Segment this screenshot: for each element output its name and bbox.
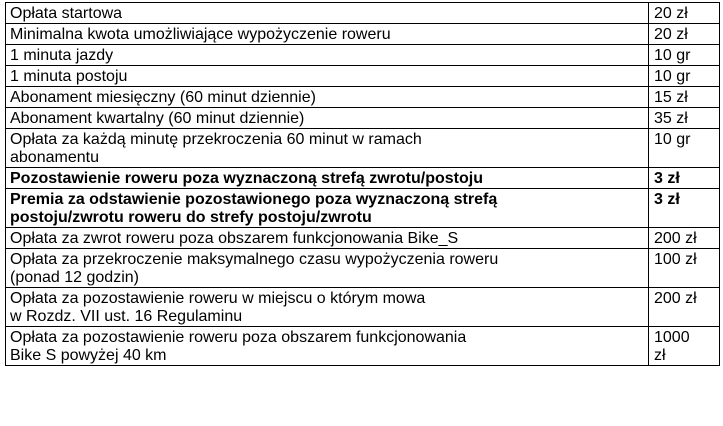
fee-price-cell: 10 gr <box>649 45 720 66</box>
fee-description-cell: Opłata za pozostawienie roweru poza obszarem funkcjonowania Bike S powyżej 40 km <box>6 327 649 366</box>
fee-description-cell: 1 minuta postoju <box>6 66 649 87</box>
fee-description-cell: Opłata startowa <box>6 3 649 24</box>
fee-description-cell: Opłata za przekroczenie maksymalnego czasu wypożyczenia roweru (ponad 12 godzin) <box>6 249 649 288</box>
fee-price-cell: 35 zł <box>649 108 720 129</box>
table-row <box>6 24 720 45</box>
fee-description-cell: Abonament miesięczny (60 minut dziennie) <box>6 87 649 108</box>
fee-table <box>5 2 720 366</box>
table-row <box>6 129 720 168</box>
fee-description-cell: Abonament kwartalny (60 minut dziennie) <box>6 108 649 129</box>
fee-description-cell: 1 minuta jazdy <box>6 45 649 66</box>
table-row <box>6 3 720 24</box>
fee-price-cell: 20 zł <box>649 3 720 24</box>
table-row <box>6 189 720 228</box>
fee-price-cell: 100 zł <box>649 249 720 288</box>
table-row <box>6 87 720 108</box>
table-row <box>6 249 720 288</box>
fee-description-cell: Minimalna kwota umożliwiające wypożyczenie roweru <box>6 24 649 45</box>
fee-price-cell: 10 gr <box>649 129 720 168</box>
table-row <box>6 168 720 189</box>
table-row <box>6 45 720 66</box>
fee-price-cell: 200 zł <box>649 288 720 327</box>
fee-price-cell: 1000 zł <box>649 327 720 366</box>
table-row <box>6 108 720 129</box>
table-row <box>6 327 720 366</box>
fee-price-cell: 3 zł <box>649 168 720 189</box>
table-row <box>6 228 720 249</box>
fee-description-cell: Opłata za zwrot roweru poza obszarem funkcjonowania Bike_S <box>6 228 649 249</box>
fee-price-cell: 20 zł <box>649 24 720 45</box>
fee-price-cell: 15 zł <box>649 87 720 108</box>
fee-price-cell: 200 zł <box>649 228 720 249</box>
fee-price-cell: 10 gr <box>649 66 720 87</box>
fee-description-cell: Pozostawienie roweru poza wyznaczoną strefą zwrotu/postoju <box>6 168 649 189</box>
fee-table-body <box>6 3 720 366</box>
fee-price-cell: 3 zł <box>649 189 720 228</box>
fee-description-cell: Opłata za każdą minutę przekroczenia 60 minut w ramach abonamentu <box>6 129 649 168</box>
table-row <box>6 66 720 87</box>
fee-description-cell: Premia za odstawienie pozostawionego poza wyznaczoną strefą postoju/zwrotu roweru do strefy postoju/zwrotu <box>6 189 649 228</box>
fee-description-cell: Opłata za pozostawienie roweru w miejscu o którym mowa w Rozdz. VII ust. 16 Regulaminu <box>6 288 649 327</box>
table-row <box>6 288 720 327</box>
